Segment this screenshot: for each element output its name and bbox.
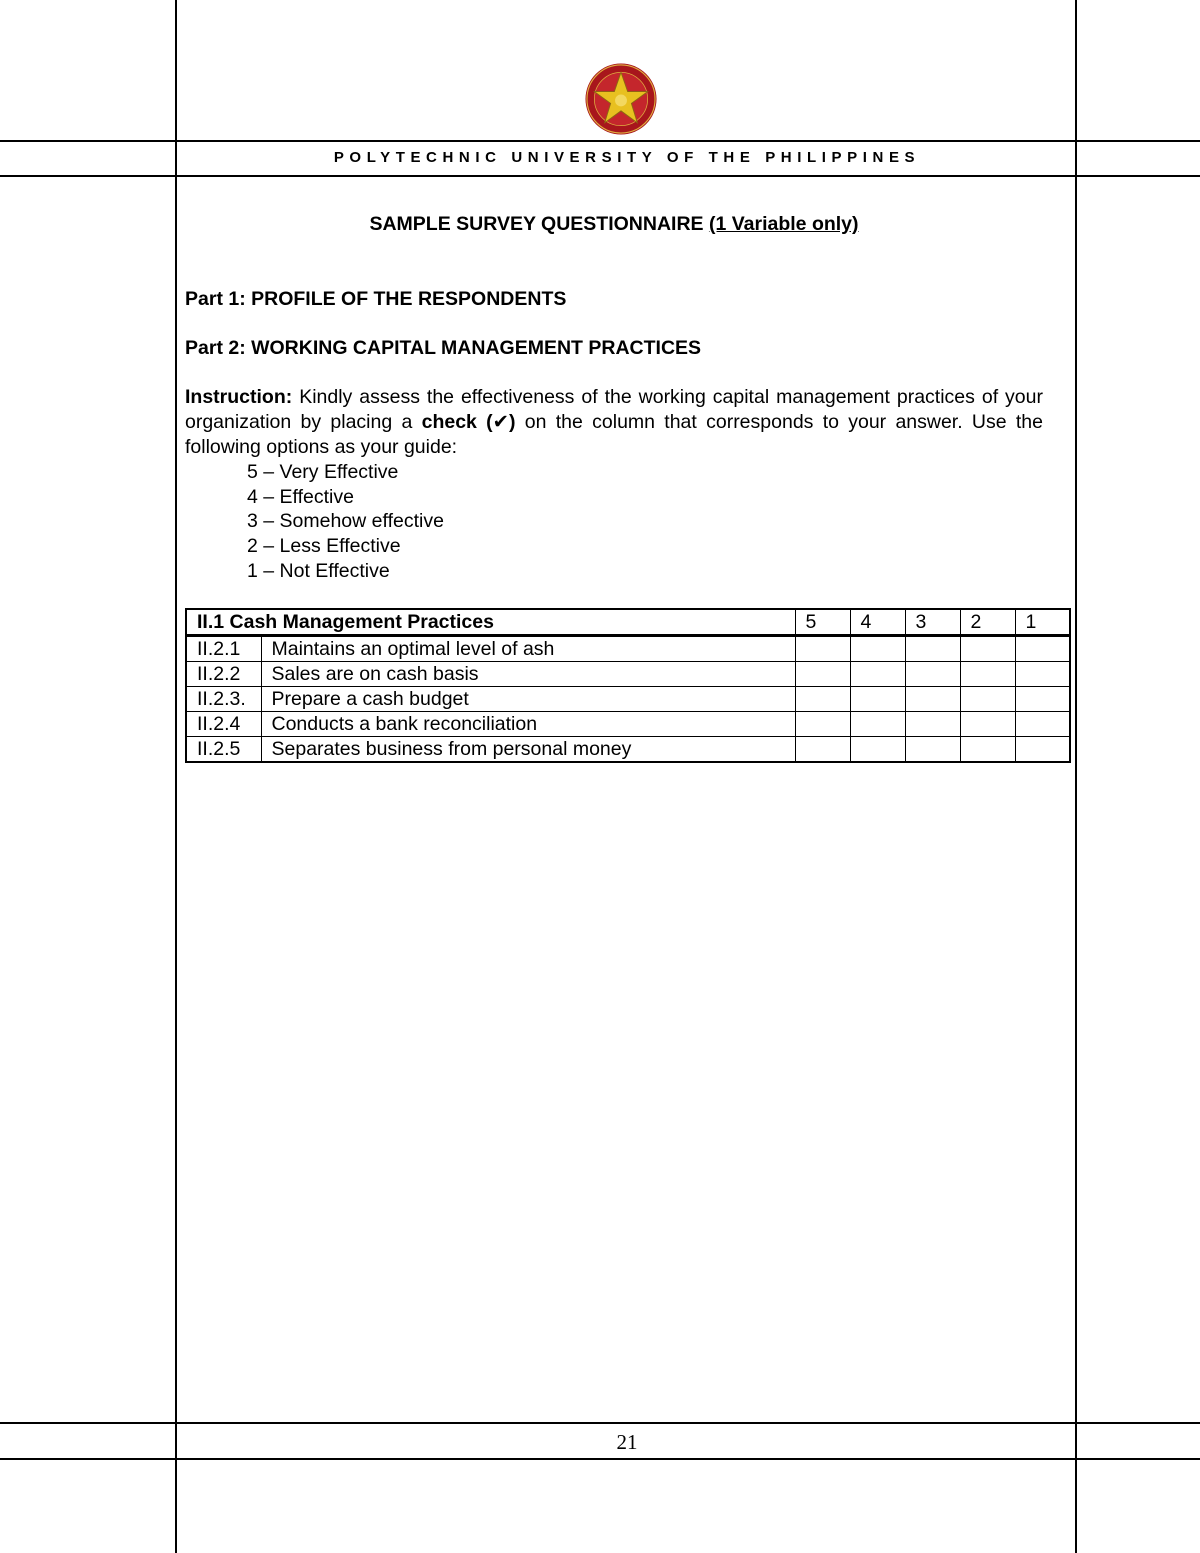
- rating-cell-3[interactable]: [905, 662, 960, 687]
- rating-option: 5 – Very Effective: [247, 461, 399, 483]
- rating-cell-5[interactable]: [795, 662, 850, 687]
- table-row: [186, 687, 1070, 712]
- part2-heading: Part 2: WORKING CAPITAL MANAGEMENT PRACTICES: [185, 337, 702, 359]
- university-name: POLYTECHNIC UNIVERSITY OF THE PHILIPPINES: [333, 149, 921, 166]
- row-code: II.2.4: [186, 712, 261, 737]
- university-seal-icon: [584, 62, 658, 136]
- footer-top-rule: [0, 1422, 1200, 1424]
- row-item: Maintains an optimal level of ash: [261, 636, 795, 662]
- rating-cell-3[interactable]: [905, 712, 960, 737]
- rating-cell-3[interactable]: [905, 636, 960, 662]
- scale-header-4: 4: [850, 609, 905, 636]
- rating-cell-4[interactable]: [850, 712, 905, 737]
- cash-management-table: [185, 608, 1071, 763]
- header-top-rule: [0, 140, 1200, 142]
- rating-cell-4[interactable]: [850, 737, 905, 763]
- rating-cell-2[interactable]: [960, 712, 1015, 737]
- instruction-paragraph: [185, 385, 1043, 460]
- instruction-text-2: on the column that corresponds to your answer. Use the following options as your guide:: [185, 411, 1043, 458]
- row-code: II.2.2: [186, 662, 261, 687]
- rating-cell-5[interactable]: [795, 737, 850, 763]
- instruction-check: check (✔): [421, 411, 516, 433]
- table-row: [186, 712, 1070, 737]
- table-row: [186, 737, 1070, 763]
- table-header-label: II.1 Cash Management Practices: [186, 609, 795, 636]
- rating-cell-2[interactable]: [960, 687, 1015, 712]
- rating-cell-2[interactable]: [960, 737, 1015, 763]
- rating-option: 1 – Not Effective: [247, 559, 390, 582]
- rating-cell-1[interactable]: [1015, 662, 1070, 687]
- rating-cell-2[interactable]: [960, 636, 1015, 662]
- title-main: SAMPLE SURVEY QUESTIONNAIRE: [369, 213, 709, 235]
- table-header-row: [186, 609, 1070, 636]
- scale-header-2: 2: [960, 609, 1015, 636]
- table-row: [186, 662, 1070, 687]
- rating-cell-5[interactable]: [795, 687, 850, 712]
- title-variable-note: (1 Variable only): [708, 213, 859, 235]
- row-item: Conducts a bank reconciliation: [261, 712, 795, 737]
- rating-cell-5[interactable]: [795, 712, 850, 737]
- rating-option: 3 – Somehow effective: [247, 510, 444, 533]
- row-item: Prepare a cash budget: [261, 687, 795, 712]
- instruction-text-1: Kindly assess the effectiveness of the working capital management practices of your organization by placing a: [185, 386, 1043, 433]
- part1-heading: Part 1: PROFILE OF THE RESPONDENTS: [185, 288, 567, 310]
- rating-cell-1[interactable]: [1015, 636, 1070, 662]
- row-code: II.2.1: [186, 636, 261, 662]
- footer-bottom-rule: [0, 1458, 1200, 1460]
- instruction-label: Instruction:: [185, 386, 293, 408]
- rating-cell-3[interactable]: [905, 687, 960, 712]
- row-item: Separates business from personal money: [261, 737, 795, 763]
- scale-header-1: 1: [1015, 609, 1070, 636]
- page-number: 21: [616, 1430, 638, 1454]
- rating-cell-1[interactable]: [1015, 687, 1070, 712]
- table-row: [186, 636, 1070, 662]
- row-code: II.2.3.: [186, 687, 261, 712]
- rating-cell-5[interactable]: [795, 636, 850, 662]
- row-item: Sales are on cash basis: [261, 662, 795, 687]
- page-title: [185, 213, 1043, 239]
- rating-cell-4[interactable]: [850, 687, 905, 712]
- rating-cell-4[interactable]: [850, 662, 905, 687]
- rating-cell-2[interactable]: [960, 662, 1015, 687]
- rating-cell-4[interactable]: [850, 636, 905, 662]
- rating-option: 2 – Less Effective: [247, 535, 401, 558]
- rating-cell-3[interactable]: [905, 737, 960, 763]
- header-bottom-rule: [0, 175, 1200, 177]
- rating-cell-1[interactable]: [1015, 737, 1070, 763]
- rating-cell-1[interactable]: [1015, 712, 1070, 737]
- scale-header-5: 5: [795, 609, 850, 636]
- scale-header-3: 3: [905, 609, 960, 636]
- left-border-line: [175, 0, 177, 1553]
- rating-option: 4 – Effective: [247, 485, 354, 508]
- document-body: [185, 213, 1043, 582]
- right-border-line: [1075, 0, 1077, 1553]
- row-code: II.2.5: [186, 737, 261, 763]
- rating-options-list: [247, 460, 444, 584]
